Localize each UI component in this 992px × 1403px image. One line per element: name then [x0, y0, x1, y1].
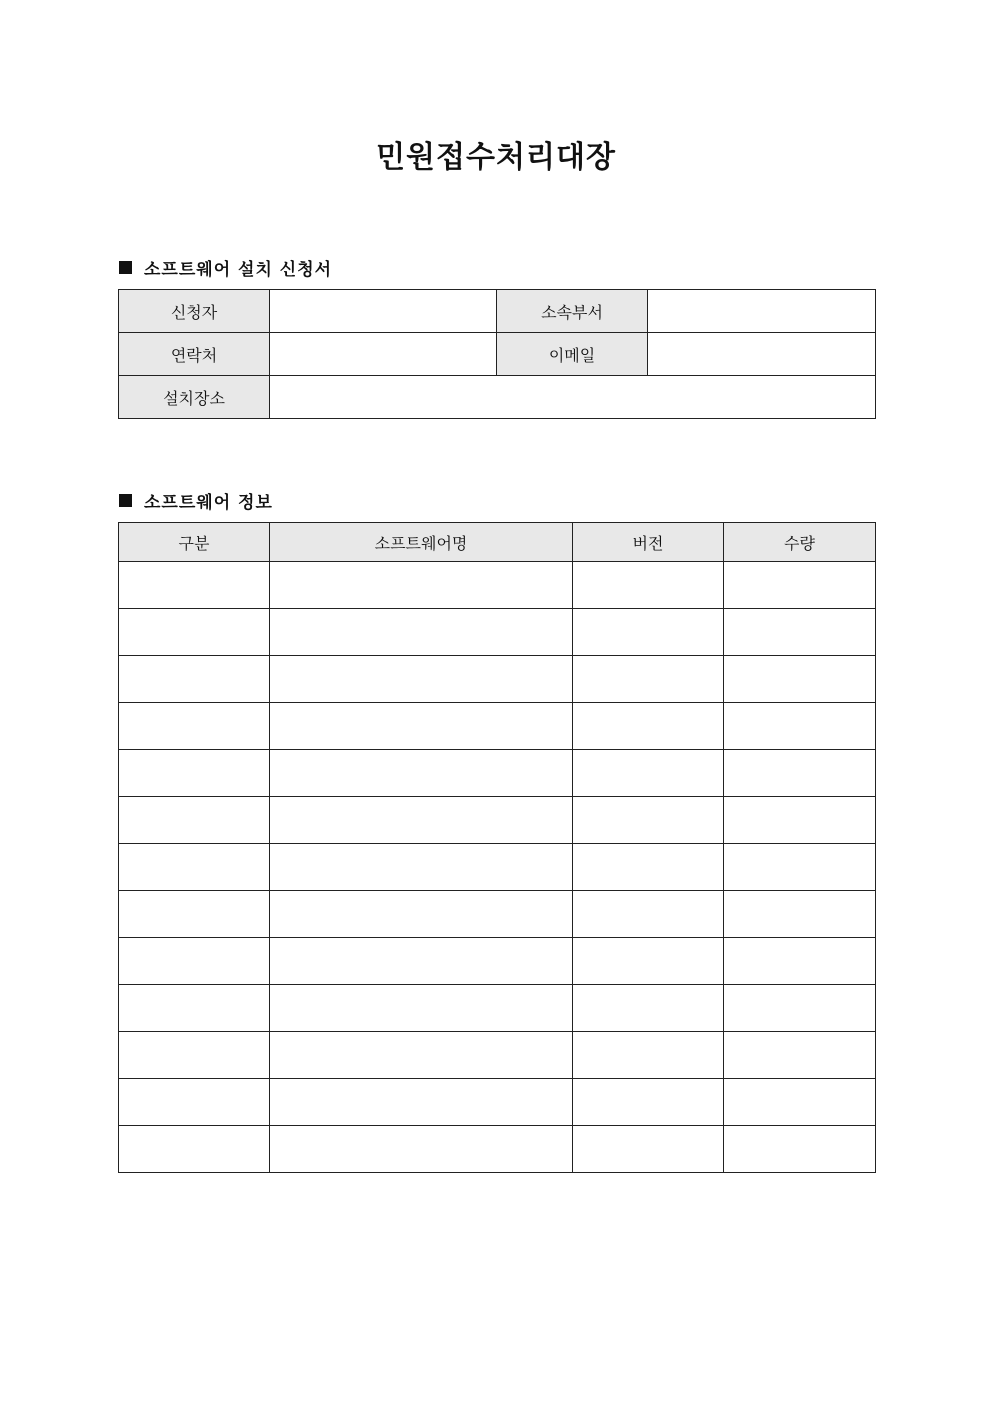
table-row: [119, 844, 876, 891]
quantity-cell[interactable]: [724, 609, 876, 656]
square-bullet-icon: [119, 261, 132, 274]
applicant-label: 신청자: [119, 290, 270, 333]
department-label: 소속부서: [497, 290, 648, 333]
department-field[interactable]: [648, 290, 876, 333]
quantity-cell[interactable]: [724, 891, 876, 938]
location-field[interactable]: [270, 376, 876, 419]
version-cell[interactable]: [573, 844, 724, 891]
section-heading-label: 소프트웨어 설치 신청서: [144, 260, 333, 280]
software-name-cell[interactable]: [270, 562, 573, 609]
quantity-cell[interactable]: [724, 1032, 876, 1079]
quantity-cell[interactable]: [724, 562, 876, 609]
quantity-cell[interactable]: [724, 703, 876, 750]
software-name-cell[interactable]: [270, 938, 573, 985]
software-name-cell[interactable]: [270, 1079, 573, 1126]
version-cell[interactable]: [573, 985, 724, 1032]
quantity-cell[interactable]: [724, 985, 876, 1032]
table-row: [119, 290, 876, 333]
software-info-table: [118, 522, 876, 1173]
quantity-cell[interactable]: [724, 1079, 876, 1126]
table-row: [119, 985, 876, 1032]
software-name-cell[interactable]: [270, 891, 573, 938]
table-row: [119, 938, 876, 985]
table-row: [119, 750, 876, 797]
version-cell[interactable]: [573, 797, 724, 844]
square-bullet-icon: [119, 494, 132, 507]
quantity-cell[interactable]: [724, 1126, 876, 1173]
applicant-field[interactable]: [270, 290, 497, 333]
table-row: [119, 656, 876, 703]
version-cell[interactable]: [573, 1126, 724, 1173]
table-row: [119, 609, 876, 656]
column-header-version: 버전: [573, 523, 724, 562]
software-name-cell[interactable]: [270, 985, 573, 1032]
table-row: [119, 891, 876, 938]
category-cell[interactable]: [119, 985, 270, 1032]
section-heading-application: [119, 255, 332, 280]
category-cell[interactable]: [119, 797, 270, 844]
column-header-category: 구분: [119, 523, 270, 562]
software-name-cell[interactable]: [270, 844, 573, 891]
quantity-cell[interactable]: [724, 656, 876, 703]
version-cell[interactable]: [573, 609, 724, 656]
quantity-cell[interactable]: [724, 844, 876, 891]
software-name-cell[interactable]: [270, 797, 573, 844]
category-cell[interactable]: [119, 1126, 270, 1173]
software-name-cell[interactable]: [270, 1032, 573, 1079]
software-name-cell[interactable]: [270, 609, 573, 656]
table-row: [119, 562, 876, 609]
table-row: [119, 797, 876, 844]
version-cell[interactable]: [573, 1032, 724, 1079]
page-title: 민원접수처리대장: [376, 140, 616, 175]
quantity-cell[interactable]: [724, 797, 876, 844]
software-name-cell[interactable]: [270, 656, 573, 703]
version-cell[interactable]: [573, 562, 724, 609]
version-cell[interactable]: [573, 938, 724, 985]
software-name-cell[interactable]: [270, 703, 573, 750]
email-field[interactable]: [648, 333, 876, 376]
software-name-cell[interactable]: [270, 750, 573, 797]
category-cell[interactable]: [119, 1032, 270, 1079]
category-cell[interactable]: [119, 656, 270, 703]
column-header-software-name: 소프트웨어명: [270, 523, 573, 562]
section-heading-software: [119, 488, 273, 513]
application-form-table: [118, 289, 876, 419]
table-row: [119, 376, 876, 419]
table-header-row: [119, 523, 876, 562]
category-cell[interactable]: [119, 750, 270, 797]
category-cell[interactable]: [119, 703, 270, 750]
table-row: [119, 333, 876, 376]
version-cell[interactable]: [573, 656, 724, 703]
category-cell[interactable]: [119, 844, 270, 891]
contact-label: 연락처: [119, 333, 270, 376]
table-row: [119, 1126, 876, 1173]
category-cell[interactable]: [119, 938, 270, 985]
table-row: [119, 703, 876, 750]
table-row: [119, 1032, 876, 1079]
category-cell[interactable]: [119, 609, 270, 656]
version-cell[interactable]: [573, 891, 724, 938]
section-heading-label: 소프트웨어 정보: [144, 493, 273, 513]
quantity-cell[interactable]: [724, 750, 876, 797]
column-header-quantity: 수량: [724, 523, 876, 562]
version-cell[interactable]: [573, 750, 724, 797]
version-cell[interactable]: [573, 703, 724, 750]
email-label: 이메일: [497, 333, 648, 376]
category-cell[interactable]: [119, 891, 270, 938]
software-name-cell[interactable]: [270, 1126, 573, 1173]
location-label: 설치장소: [119, 376, 270, 419]
quantity-cell[interactable]: [724, 938, 876, 985]
category-cell[interactable]: [119, 1079, 270, 1126]
category-cell[interactable]: [119, 562, 270, 609]
contact-field[interactable]: [270, 333, 497, 376]
table-row: [119, 1079, 876, 1126]
version-cell[interactable]: [573, 1079, 724, 1126]
